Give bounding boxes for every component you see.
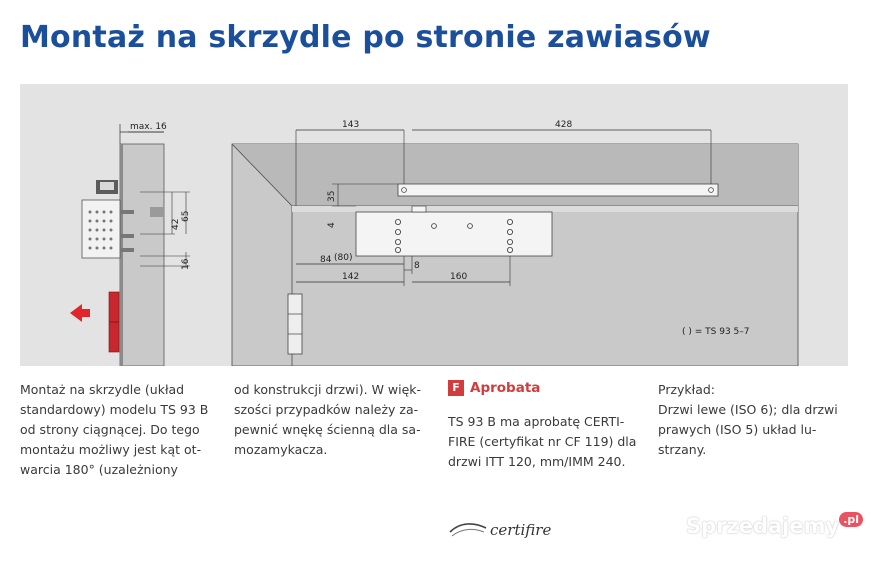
wall-stub bbox=[150, 207, 164, 217]
arm-bracket-top bbox=[100, 182, 114, 190]
dim-428: 428 bbox=[555, 120, 573, 130]
dim-84: 84 bbox=[320, 255, 332, 265]
wall-reveal bbox=[232, 144, 798, 206]
dim-142: 142 bbox=[342, 272, 360, 282]
dim-35: 35 bbox=[327, 190, 337, 202]
description-text: od konstrukcji drzwi). W więk-szości przypadków należy za-pewnić wnękę ścienną dla sa-mozamykacza. bbox=[234, 382, 422, 457]
dim-16: 16 bbox=[181, 258, 191, 270]
dim-160: 160 bbox=[450, 272, 468, 282]
fire-badge-icon: F bbox=[448, 380, 464, 396]
dim-80: (80) bbox=[334, 253, 353, 263]
screw-strip bbox=[120, 210, 134, 214]
dim-65: 65 bbox=[181, 210, 191, 222]
closer-body-side bbox=[82, 200, 120, 258]
door-leaf-profile bbox=[120, 144, 123, 366]
certifire-wordmark: certifire bbox=[490, 521, 552, 539]
closer-body-top bbox=[356, 212, 552, 256]
dim-42: 42 bbox=[171, 218, 181, 230]
screw-strip bbox=[120, 248, 134, 252]
approval-title: Aprobata bbox=[470, 380, 541, 396]
page-title: Montaż na skrzydle po stronie zawiasów bbox=[20, 20, 711, 55]
watermark-text: Sprzedajemy bbox=[686, 514, 840, 538]
mounting-diagram bbox=[20, 84, 848, 366]
description-column-2 bbox=[234, 380, 424, 460]
example-heading: Przykład: bbox=[658, 382, 716, 397]
dim-max16: max. 16 bbox=[130, 122, 167, 132]
dim-143: 143 bbox=[342, 120, 360, 130]
watermark bbox=[686, 514, 863, 538]
certifire-swoosh-icon bbox=[448, 518, 488, 542]
certifire-logo bbox=[448, 518, 551, 542]
example-column bbox=[658, 380, 858, 460]
approval-column bbox=[448, 378, 644, 472]
approval-text: TS 93 B ma aprobatę CERTI-FIRE (certyfikat nr CF 119) dla drzwi ITT 120, mm/IMM 240. bbox=[448, 414, 637, 469]
model-note: ( ) = TS 93 5–7 bbox=[682, 327, 750, 337]
dim-4: 4 bbox=[327, 222, 337, 228]
hinge-top bbox=[288, 294, 302, 354]
watermark-suffix: .pl bbox=[839, 512, 863, 527]
description-text: Montaż na skrzydle (układ standardowy) modelu TS 93 B od strony ciągnącej. Do tego montażu możliwy jest kąt ot-warcia 180° (uzależniony bbox=[20, 382, 209, 477]
example-text: Drzwi lewe (ISO 6); dla drzwi prawych (ISO 5) układ lu-strzany. bbox=[658, 402, 838, 457]
approval-heading bbox=[448, 378, 644, 398]
slide-rail bbox=[398, 184, 718, 196]
dim-8: 8 bbox=[414, 261, 420, 271]
description-column-1 bbox=[20, 380, 220, 480]
screw-strip bbox=[120, 234, 134, 238]
door-leaf-top bbox=[292, 206, 798, 212]
frame-profile bbox=[120, 144, 164, 366]
